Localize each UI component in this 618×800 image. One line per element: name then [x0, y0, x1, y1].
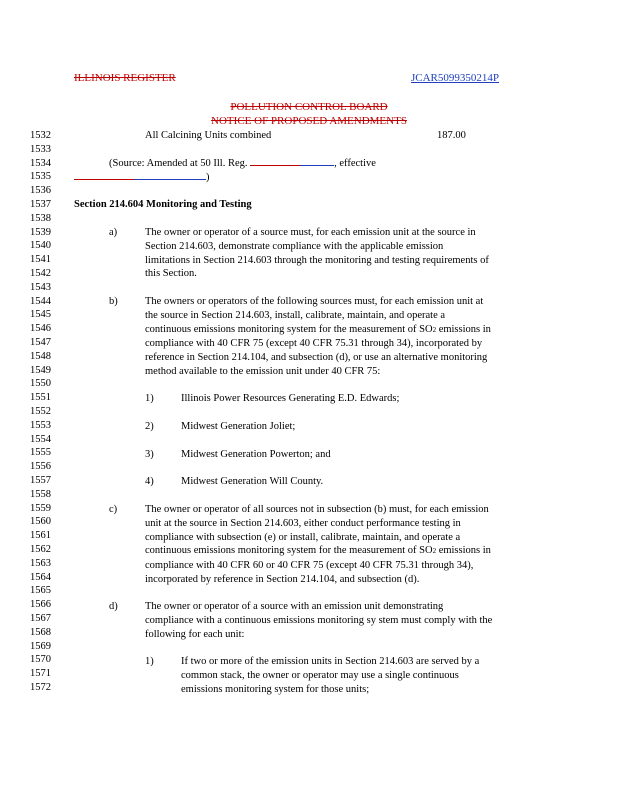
- para-a-line: limitations in Section 214.603 through the monitoring and testing requirements of: [145, 254, 489, 266]
- jcar-code: JCAR5099350214P: [411, 72, 500, 84]
- line-number: 1565: [30, 585, 51, 597]
- list-item-num: 1): [145, 393, 154, 404]
- para-c-line: continuous emissions monitoring system for the measurement of SO2 emissions in: [145, 545, 491, 557]
- source-note: [109, 156, 376, 171]
- para-d-label: d): [109, 601, 118, 612]
- para-b-line: compliance with 40 CFR 75 (except 40 CFR 75.31 through 34), incorporated by: [145, 338, 483, 350]
- para-d: [145, 600, 492, 641]
- para-c-line: compliance with subsection (e) or install, calibrate, maintain, and operate a: [145, 531, 461, 543]
- list-item: Illinois Power Resources Generating E.D. Edwards;: [181, 393, 400, 404]
- line-number: 1533: [30, 143, 51, 155]
- line-number: 1558: [30, 488, 51, 500]
- para-d-item-num: 1): [145, 656, 154, 667]
- line-number: 1564: [30, 571, 51, 583]
- para-a-label: a): [109, 227, 118, 238]
- para-c: [145, 503, 491, 587]
- para-a-line: Section 214.603, demonstrate compliance with the applicable emission: [145, 240, 444, 252]
- para-d-item: [181, 655, 479, 696]
- line-number: 1563: [30, 557, 51, 569]
- line-number: 1538: [30, 212, 51, 224]
- line-number: 1541: [30, 254, 51, 266]
- para-d-line: compliance with a continuous emissions monitoring sy stem must comply with the: [145, 614, 493, 626]
- para-b-line: method available to the emission unit under 40 CFR 75:: [145, 365, 381, 377]
- table-row-label: All Calcining Units combined: [145, 130, 272, 141]
- para-c-line: unit at the source in Section 214.603, either conduct performance testing in: [145, 517, 461, 529]
- list-item: Midwest Generation Powerton; and: [181, 449, 331, 460]
- line-number: 1561: [30, 530, 51, 542]
- line-number: 1552: [30, 406, 51, 417]
- line-number: 1537: [30, 199, 51, 210]
- line-number: 1555: [30, 447, 51, 459]
- para-d-item-line: If two or more of the emission units in Section 214.603 are served by a: [181, 656, 480, 667]
- para-c-line: The owner or operator of all sources not in subsection (b) must, for each emission: [145, 504, 489, 515]
- para-d-line: following for each unit:: [145, 628, 245, 640]
- line-number: 1566: [30, 599, 51, 611]
- line-number: 1540: [30, 240, 51, 252]
- line-number: 1559: [30, 502, 51, 514]
- line-number: 1550: [30, 378, 51, 390]
- line-number: 1532: [30, 130, 51, 141]
- redline-blank-2: [74, 170, 134, 180]
- para-c-line: compliance with 40 CFR 60 or 40 CFR 75 (except 40 CFR 75.31 through 34),: [145, 560, 474, 572]
- line-number: 1571: [30, 668, 51, 680]
- para-d-item-line: emissions monitoring system for those units;: [181, 683, 370, 695]
- list-item: Midwest Generation Will County.: [181, 476, 324, 487]
- line-number: 1547: [30, 337, 51, 348]
- para-b-line: reference in Section 214.104, and subsection (d), or use an alternative monitoring: [145, 352, 488, 364]
- table-row-value: 187.00: [437, 130, 466, 141]
- line-number: 1542: [30, 268, 51, 279]
- source-close: ): [206, 172, 210, 183]
- agency-name: POLLUTION CONTROL BOARD: [230, 101, 388, 113]
- line-number: 1553: [30, 419, 51, 431]
- line-number: 1560: [30, 516, 51, 528]
- para-c-label: c): [109, 504, 118, 515]
- line-number: 1549: [30, 364, 51, 376]
- line-number: 1562: [30, 544, 51, 555]
- source-note-cont: [74, 170, 210, 185]
- para-b-label: b): [109, 296, 118, 307]
- blueline-blank: [300, 156, 334, 166]
- line-number: 1545: [30, 309, 51, 321]
- redline-blank: [250, 156, 300, 166]
- line-number: 1554: [30, 433, 51, 445]
- list-item-num: 4): [145, 476, 154, 487]
- para-a-line: The owner or operator of a source must, for each emission unit at the source in: [145, 227, 476, 238]
- para-a: [145, 226, 489, 281]
- line-number: 1567: [30, 613, 51, 624]
- source-prefix: (Source: Amended at 50 Ill. Reg.: [109, 158, 248, 169]
- para-b-line: continuous emissions monitoring system for the measurement of SO2 emissions in: [145, 323, 491, 335]
- line-number: 1534: [30, 157, 51, 169]
- line-number: 1570: [30, 654, 51, 666]
- para-d-item-line: common stack, the owner or operator may use a single continuous: [181, 669, 459, 681]
- line-number: 1551: [30, 392, 51, 404]
- para-b: [145, 295, 491, 379]
- line-number: 1568: [30, 626, 51, 638]
- line-number: 1548: [30, 350, 51, 362]
- para-d-line: The owner or operator of a source with an emission unit demonstrating: [145, 601, 444, 612]
- blueline-blank-2: [134, 170, 206, 180]
- para-c-line: incorporated by reference in Section 214.104, and subsection (d).: [145, 573, 420, 585]
- line-number: 1556: [30, 461, 51, 473]
- source-effective: , effective: [334, 158, 376, 169]
- list-item-num: 2): [145, 421, 154, 432]
- line-number: 1539: [30, 226, 51, 238]
- list-item-num: 3): [145, 449, 154, 460]
- notice-title: NOTICE OF PROPOSED AMENDMENTS: [211, 115, 407, 127]
- line-number: 1544: [30, 295, 51, 307]
- line-number: 1569: [30, 640, 51, 652]
- line-number: 1572: [30, 682, 51, 693]
- register-title: ILLINOIS REGISTER: [74, 72, 176, 84]
- section-heading: Section 214.604 Monitoring and Testing: [74, 199, 252, 210]
- para-a-line: this Section.: [145, 268, 197, 280]
- line-number: 1557: [30, 475, 51, 486]
- para-b-line: The owners or operators of the following sources must, for each emission unit at: [145, 296, 484, 307]
- line-number: 1536: [30, 185, 51, 197]
- line-number: 1543: [30, 281, 51, 293]
- line-number: 1535: [30, 171, 51, 183]
- para-b-line: the source in Section 214.603, install, calibrate, maintain, and operate a: [145, 309, 446, 321]
- list-item: Midwest Generation Joliet;: [181, 421, 296, 432]
- line-number: 1546: [30, 323, 51, 335]
